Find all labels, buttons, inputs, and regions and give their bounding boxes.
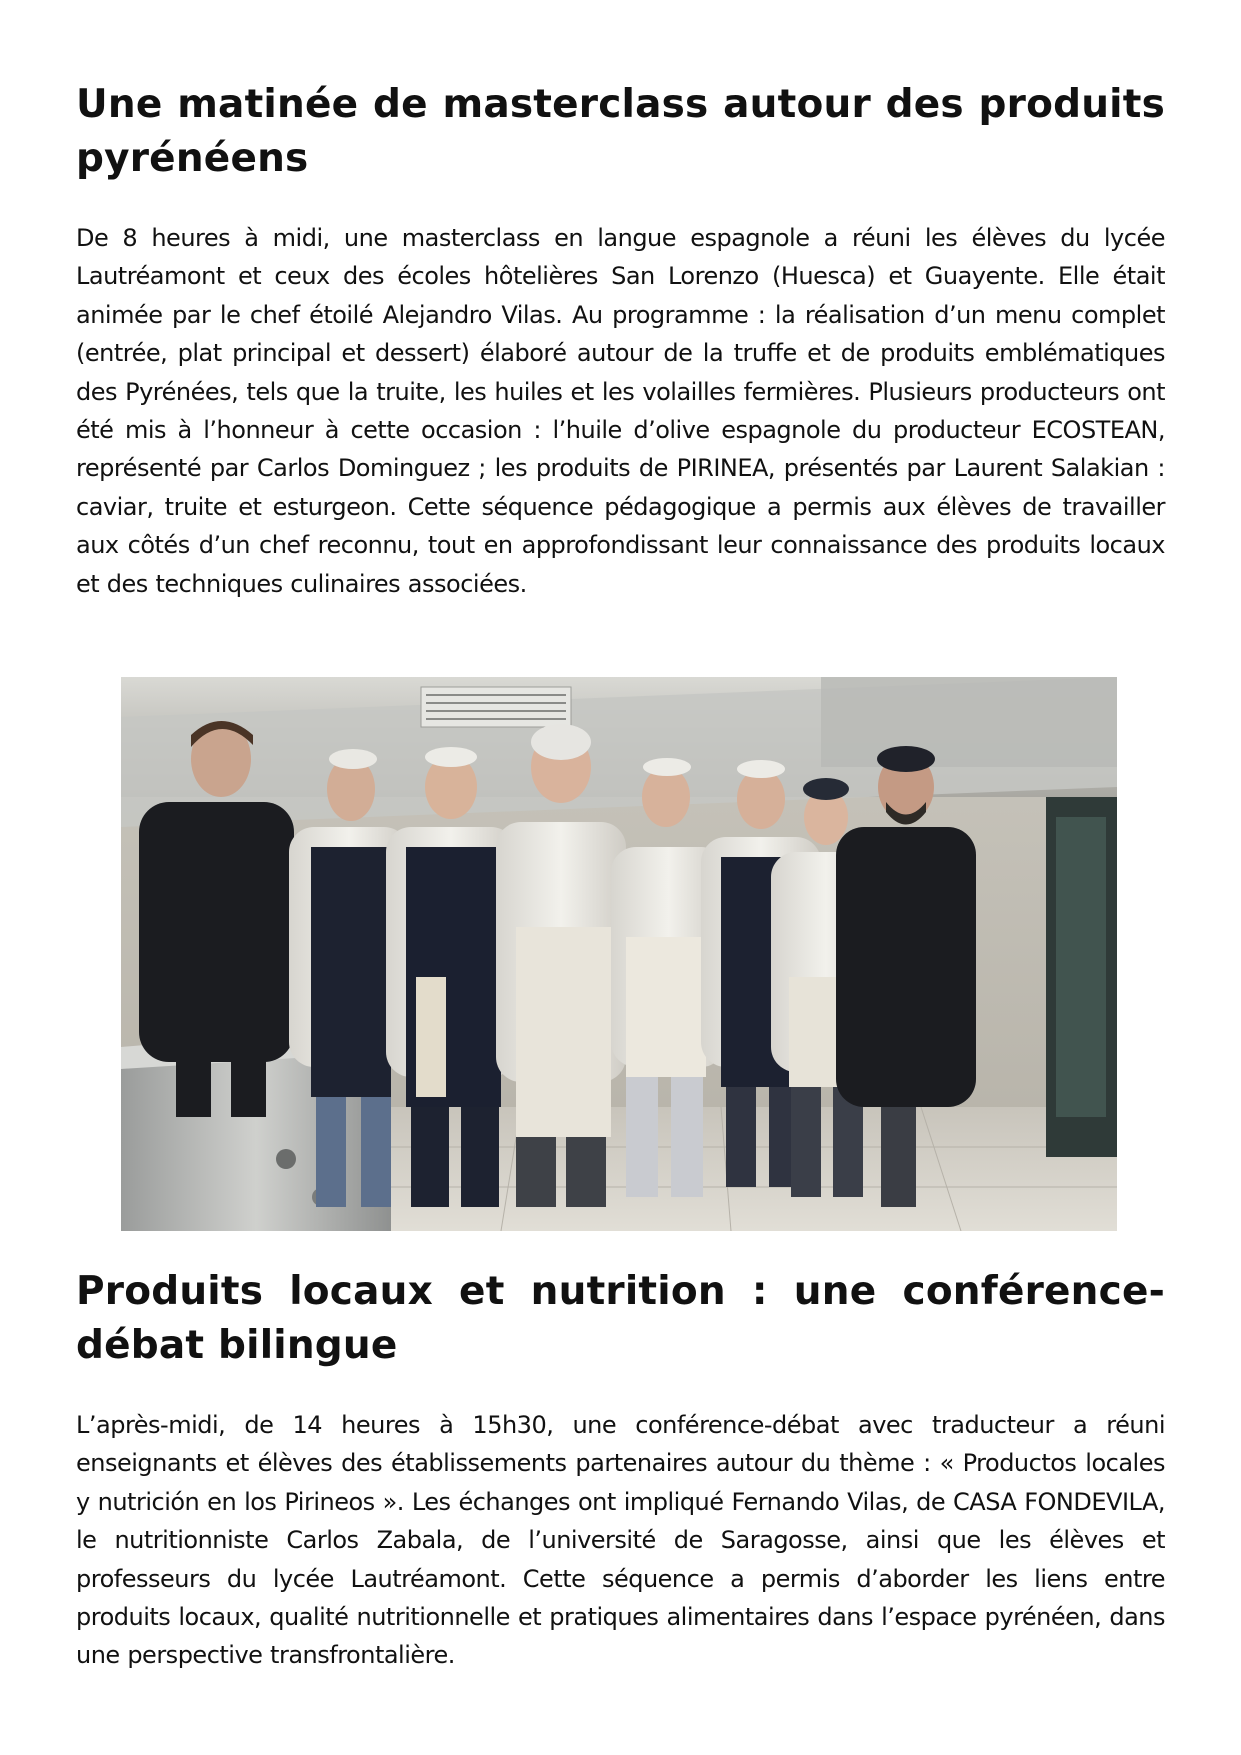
section-body-masterclass: De 8 heures à midi, une masterclass en langue espagnole a réuni les élèves du lycée Lautréamont et ceux des écoles hôtelières San Lorenzo (Huesca) et Guayente. Elle était animée par le chef étoilé Alejandro Vilas. Au programme : la réalisation d’un menu complet (entrée, plat principal et dessert) élaboré autour de la truffe et de produits emblématiques des Pyrénées, tels que la truite, les huiles et les volailles fermières. Plusieurs producteurs ont été mis à l’honneur à cette occasion : l’huile d’olive espagnole du producteur ECOSTEAN, représenté par Carlos Dominguez ; les produits de PIRINEA, présentés par Laurent Salakian : caviar, truite et esturgeon. Cette séquence pédagogique a permis aux élèves de travailler aux côtés d’un chef reconnu, tout en approfondissant leur connaissance des produits locaux et des techniques culinaires associées.: [76, 224, 1165, 598]
section-title-masterclass: Une matinée de masterclass autour des produits pyrénéens: [76, 82, 1165, 181]
section-title-conference: Produits locaux et nutrition : une conférence-débat bilingue: [76, 1269, 1165, 1368]
group-photo-kitchen: [121, 677, 1117, 1231]
section-body-conference: L’après-midi, de 14 heures à 15h30, une conférence-débat avec traducteur a réuni enseignants et élèves des établissements partenaires autour du thème : « Productos locales y nutrición en los Pirineos ». Les échanges ont impliqué Fernando Vilas, de CASA FONDEVILA, le nutritionniste Carlos Zabala, de l’université de Saragosse, ainsi que les élèves et professeurs du lycée Lautréamont. Cette séquence a permis d’aborder les liens entre produits locaux, qualité nutritionnelle et pratiques alimentaires dans l’espace pyrénéen, dans une perspective transfrontalière.: [76, 1411, 1165, 1670]
kitchen-photo-illustration: [121, 677, 1117, 1231]
